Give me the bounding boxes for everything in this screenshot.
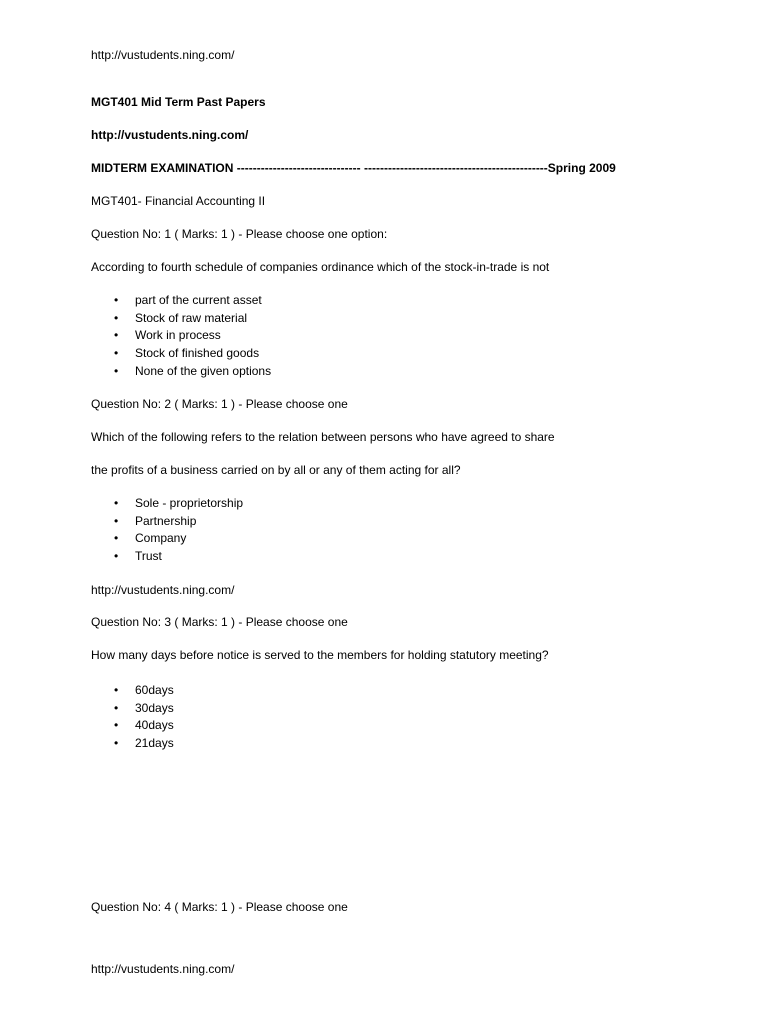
question-3-heading: Question No: 3 ( Marks: 1 ) - Please choose one: [91, 615, 348, 629]
question-2-heading: Question No: 2 ( Marks: 1 ) - Please choose one: [91, 397, 348, 411]
bullet-icon: •: [114, 683, 119, 697]
bullet-icon: •: [114, 363, 119, 378]
bullet-icon: •: [114, 346, 119, 361]
question-1-text: According to fourth schedule of companies ordinance which of the stock-in-trade is not: [91, 260, 550, 274]
doc-title: MGT401 Mid Term Past Papers: [91, 95, 266, 109]
question-2-text-line-1: Which of the following refers to the relation between persons who have agreed to share: [91, 430, 555, 444]
bullet-icon: •: [114, 700, 119, 715]
bullet-icon: •: [114, 293, 119, 307]
bullet-icon: •: [114, 736, 119, 751]
bullet-icon: •: [114, 718, 119, 733]
question-3-text: How many days before notice is served to the members for holding statutory meeting?: [91, 648, 549, 662]
exam-line: MIDTERM EXAMINATION ------------------------------- ----------------------------------------------Spring 2009: [91, 161, 616, 175]
question-2-text-line-2: the profits of a business carried on by all or any of them acting for all?: [91, 463, 461, 477]
bullet-icon: •: [114, 513, 119, 528]
footer-url[interactable]: http://vustudents.ning.com/: [91, 962, 235, 976]
mid-url[interactable]: http://vustudents.ning.com/: [91, 583, 235, 597]
bullet-icon: •: [114, 310, 119, 325]
course-title: MGT401- Financial Accounting II: [91, 194, 266, 208]
bullet-icon: •: [114, 531, 119, 546]
header-url[interactable]: http://vustudents.ning.com/: [91, 48, 235, 62]
question-4-heading: Question No: 4 ( Marks: 1 ) - Please choose one: [91, 900, 348, 914]
bullet-icon: •: [114, 496, 119, 510]
site-url-bold[interactable]: http://vustudents.ning.com/: [91, 128, 249, 142]
question-1-heading: Question No: 1 ( Marks: 1 ) - Please choose one option:: [91, 227, 388, 241]
bullet-icon: •: [114, 328, 119, 343]
bullet-icon: •: [114, 549, 119, 564]
